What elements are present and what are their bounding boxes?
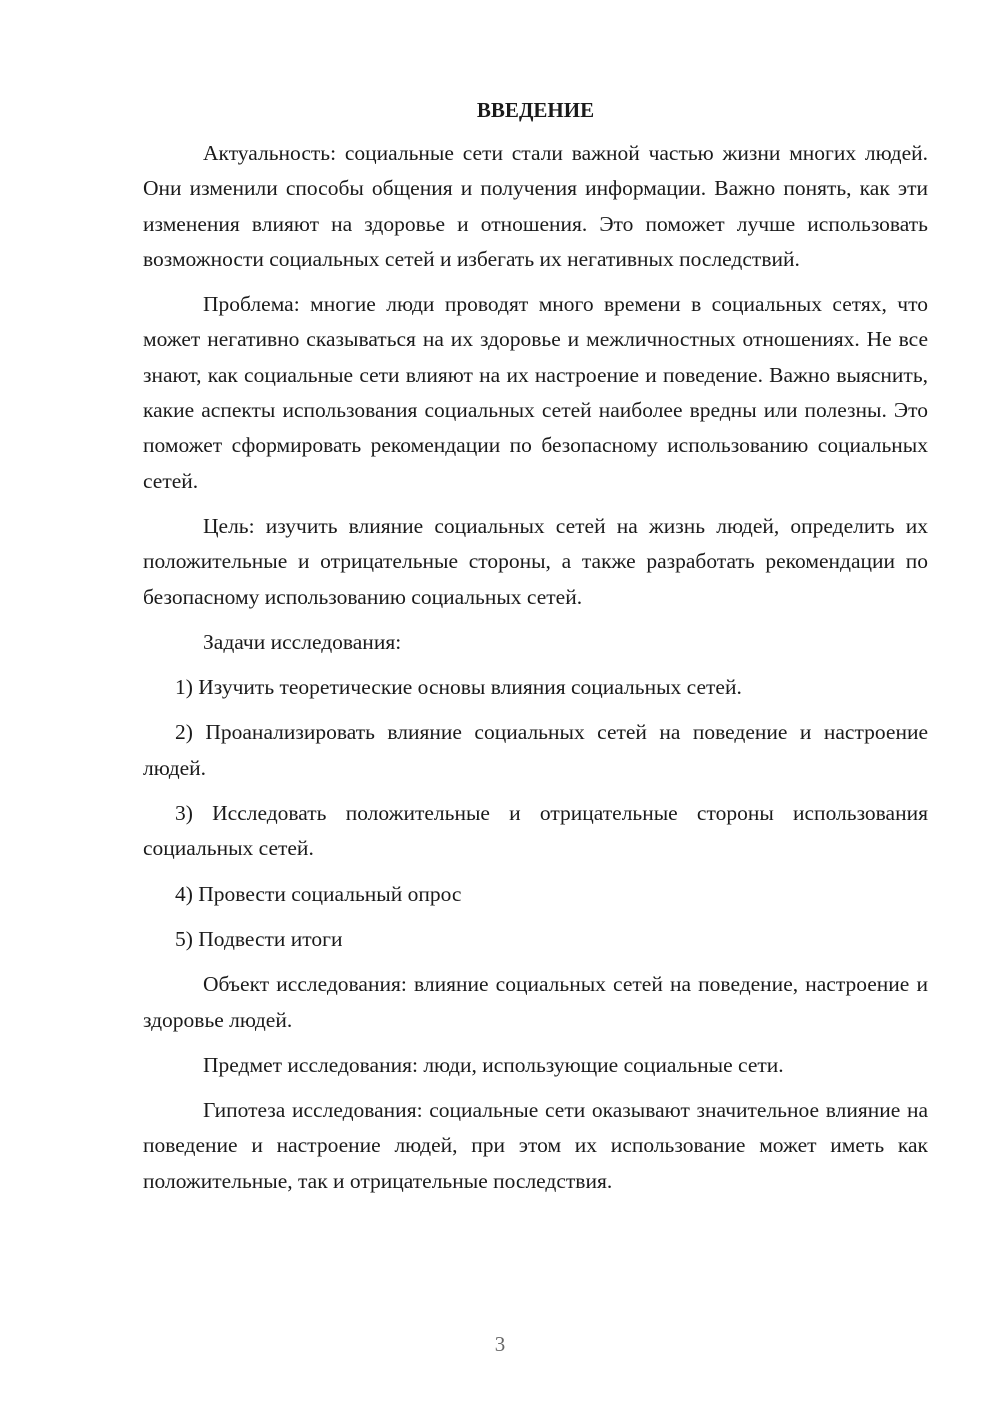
subject-paragraph: Предмет исследования: люди, использующие социальные сети. (203, 1052, 784, 1077)
task-item-2: 2) Проанализировать влияние социальных сетей на поведение и настроение людей. (143, 720, 928, 780)
object-paragraph: Объект исследования: влияние социальных сетей на поведение, настроение и здоровье людей. (143, 972, 928, 1032)
page-number: 3 (494, 1332, 506, 1356)
problem-paragraph: Проблема: многие люди проводят много времени в социальных сетях, что может негативно сказываться на их здоровье и межличностных отношениях. Не все знают, как социальные сети влияют на их настроение и поведение. Важно выяснить, какие аспекты использования социальных сетей наиболее вредны или полезны. Это поможет сформировать рекомендации по безопасному использованию социальных сетей. (143, 292, 928, 493)
goal-paragraph: Цель: изучить влияние социальных сетей на жизнь людей, определить их положительные и отрицательные стороны, а также разработать рекомендации по безопасному использованию социальных сетей. (143, 513, 928, 609)
hypothesis-paragraph: Гипотеза исследования: социальные сети оказывают значительное влияние на поведение и настроение людей, при этом их использование может иметь как положительные, так и отрицательные последствия. (143, 1098, 928, 1193)
task-item-3: 3) Исследовать положительные и отрицательные стороны использования социальных сетей. (143, 801, 928, 861)
page-title: ВВЕДЕНИЕ (476, 98, 595, 122)
task-item-1: 1) Изучить теоретические основы влияния социальных сетей. (175, 675, 742, 700)
tasks-title: Задачи исследования: (203, 629, 402, 654)
task-item-5: 5) Подвести итоги (175, 926, 343, 951)
task-item-4: 4) Провести социальный опрос (175, 881, 462, 906)
document-page (143, 90, 928, 1209)
relevance-paragraph: Актуальность: социальные сети стали важной частью жизни многих людей. Они изменили способы общения и получения информации. Важно понять, как эти изменения влияют на здоровье и отношения. Это поможет лучше использовать возможности социальных сетей и избегать их негативных последствий. (143, 141, 928, 271)
